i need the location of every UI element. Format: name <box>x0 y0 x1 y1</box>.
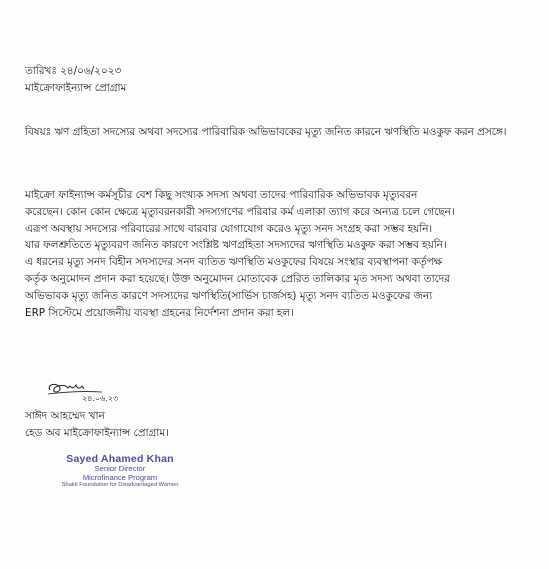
body-line: এ ধরনের মৃত্যু সনদ বিহীন সদস্যদের সনদ ব্যতিত ঋণস্থিতি মওকুফের বিষয়ে সংস্থার ব্যবস্থাপনা কর্তৃপক্ষ <box>25 256 443 269</box>
stamp-organization: Shakti Foundation for Disadvantaged Women <box>61 482 179 489</box>
official-stamp <box>50 453 190 489</box>
body-line: করেছেন। কোন কোন ক্ষেত্রে মৃত্যুবরনকারী সদস্যগণের পরিবার কর্ম এলাকা ত্যাগ করে অন্যত্র চলে গেছেন। <box>25 205 455 218</box>
body-line: কর্তৃক অনুমোদন প্রদান করা হয়েছে। উক্ত অনুমোদন মোতাবেক প্রেরিত তালিকার মৃত সদস্য অথবা তাদের <box>25 272 450 285</box>
stamp-program: Microfinance Program <box>82 472 158 482</box>
letter-body <box>25 187 525 321</box>
body-line: অভিভাবক মৃত্যু জনিত কারণে সদস্যদের ঋণস্থিতি(সার্ভিস চার্জসহ) মৃত্যু সনদ ব্যতিত মওকুফের জন্য <box>25 289 433 302</box>
sender-department: মাইক্রোফাইন্যান্স প্রোগ্রাম <box>25 82 127 94</box>
letter-subject: বিষয়ঃ ঋণ গ্রহিতা সদস্যের অথবা সদস্যের পারিবারিক অভিভাবকের মৃত্যু জনিত কারনে ঋণস্থিতি মওকুফ করন প্রসঙ্গে। <box>25 126 507 138</box>
body-line: এরূপ অবস্থায় সদস্যের পরিবারের সাথে বারবার যোগাযোগ করেও মৃত্যু সনদ সংগ্রহ করা সম্ভব হয়নি। <box>25 222 433 235</box>
body-line: মাইক্রো ফাইন্যান্স কর্মসূচীর বেশ কিছু সংখ্যক সদস্য অথবা তাদের পারিবারিক অভিভাবক মৃত্যুবরন <box>25 189 418 201</box>
letter-date: তারিখঃ ২৪/০৬/২০২৩ <box>25 65 122 77</box>
signature-date: ২৪.০৬.২৩ <box>82 394 119 403</box>
signatory-name: সাঈদ আহম্মেদ খান <box>25 410 105 422</box>
stamp-designation: Senior Director <box>94 464 146 473</box>
body-line: যার ফলশ্রুতিতে মৃত্যুবরণ জনিত কারণে সংশ্লিষ্ট ঋণগ্রহিতা সদস্যদের ঋণস্থিতি মওকুফ করা সম্ভব হয়নি। <box>25 239 447 252</box>
body-line: ERP সিস্টেমে প্রয়োজনীয় ব্যবস্থা গ্রহনের নির্দেশনা প্রদান করা হল। <box>25 306 294 319</box>
stamp-name: Sayed Ahamed Khan <box>66 453 174 465</box>
signatory-title: হেড অব মাইক্রোফাইন্যান্স প্রোগ্রাম। <box>25 427 169 439</box>
handwritten-signature <box>44 380 134 404</box>
